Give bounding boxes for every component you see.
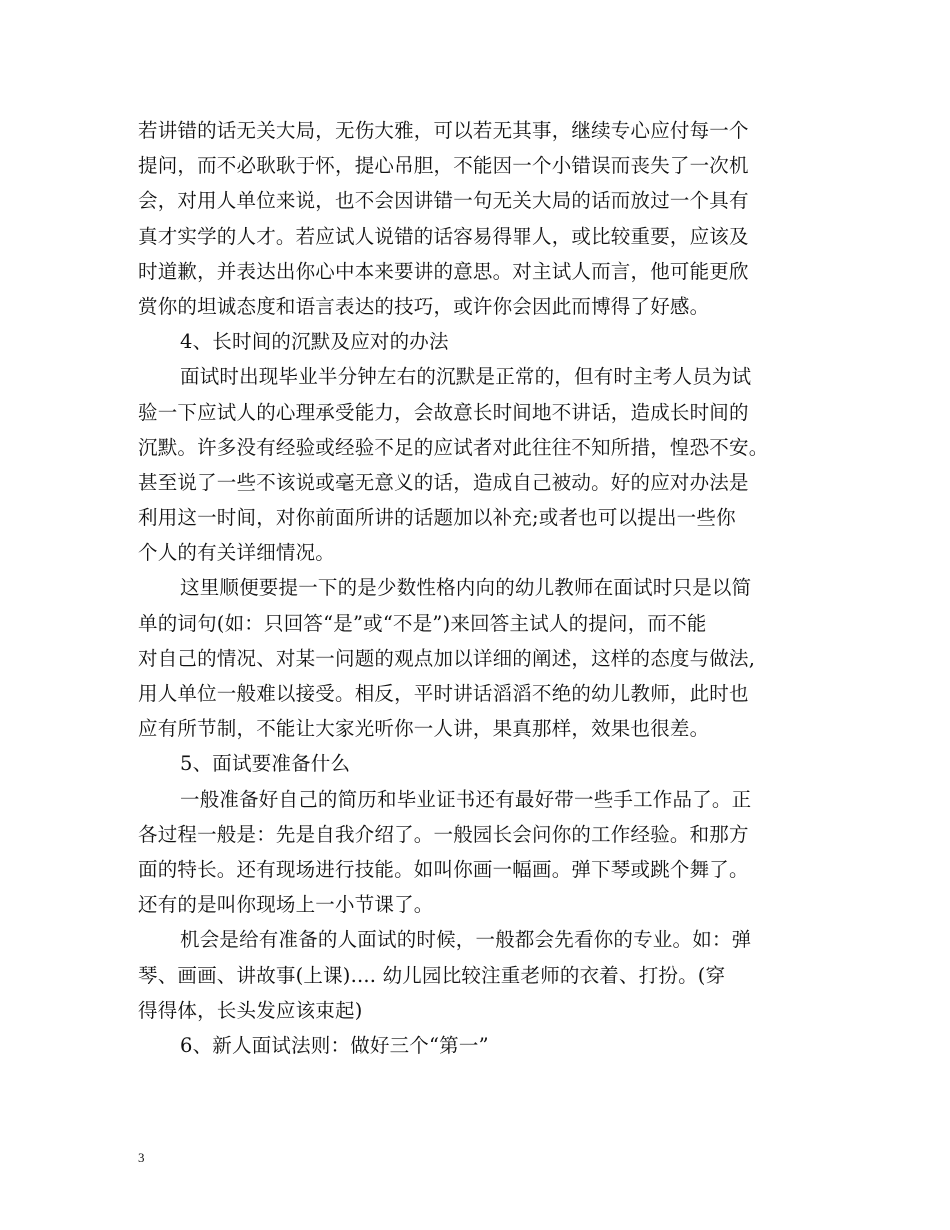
paragraph-line: 用人单位一般难以接受。相反，平时讲话滔滔不绝的幼儿教师，此时也 (138, 682, 749, 705)
paragraph-line: 各过程一般是：先是自我介绍了。一般园长会问你的工作经验。和那方 (138, 822, 749, 846)
paragraph-line-indented: 面试时出现毕业半分钟左右的沉默是正常的，但有时主考人员为试 (180, 365, 752, 389)
paragraph-line: 会，对用人单位来说，也不会因讲错一句无关大局的话而放过一个具有 (138, 189, 749, 213)
paragraph-line: 时道歉，并表达出你心中本来要讲的意思。对主试人而言，他可能更欣 (138, 259, 749, 283)
paragraph-line: 个人的有关详细情况。 (138, 541, 336, 565)
paragraph-line-indented: 一般准备好自己的简历和毕业证书还有最好带一些手工作品了。正 (180, 787, 752, 811)
paragraph-line-indented: 6、新人面试法则：做好三个“第一” (180, 1033, 489, 1057)
paragraph-line: 还有的是叫你现场上一小节课了。 (138, 893, 434, 917)
paragraph-line: 琴、画画、讲故事(上课).... 幼儿园比较注重老师的衣着、打扮。(穿 (138, 963, 726, 987)
paragraph-line-indented: 5、面试要准备什么 (180, 752, 351, 776)
paragraph-line: 得得体，长头发应该束起) (138, 998, 363, 1022)
paragraph-line: 对自己的情况、对某一问题的观点加以详细的阐述，这样的态度与做法, (138, 646, 756, 670)
paragraph-line-indented: 4、长时间的沉默及应对的办法 (180, 330, 449, 354)
paragraph-line: 若讲错的话无关大局，无伤大雅，可以若无其事，继续专心应付每一个 (138, 119, 749, 142)
paragraph-line: 提问，而不必耿耿于怀，提心吊胆，不能因一个小错误而丧失了一次机 (138, 154, 749, 178)
paragraph-line: 利用这一时间，对你前面所讲的话题加以补充;或者也可以提出一些你 (138, 506, 736, 530)
paragraph-line: 验一下应试人的心理承受能力，会故意长时间地不讲话，造成长时间的 (138, 400, 749, 424)
paragraph-line: 真才实学的人才。若应试人说错的话容易得罪人，或比较重要，应该及 (138, 224, 749, 248)
paragraph-line-indented: 机会是给有准备的人面试的时候，一般都会先看你的专业。如：弹 (180, 928, 752, 952)
page-number: 3 (138, 1150, 145, 1165)
paragraph-line: 甚至说了一些不该说或毫无意义的话，造成自己被动。好的应对办法是 (138, 470, 749, 494)
paragraph-line: 面的特长。还有现场进行技能。如叫你画一幅画。弹下琴或跳个舞了。 (138, 857, 749, 881)
paragraph-line: 赏你的坦诚态度和语言表达的技巧，或许你会因此而博得了好感。 (138, 294, 710, 318)
paragraph-line: 应有所节制，不能让大家光听你一人讲，果真那样，效果也很差。 (138, 717, 710, 741)
document-body (138, 113, 828, 1063)
paragraph-line: 单的词句(如：只回答“是”或“不是”)来回答主试人的提问，而不能 (138, 611, 707, 635)
paragraph-line: 沉默。许多没有经验或经验不足的应试者对此往往不知所措，惶恐不安。 (138, 435, 769, 459)
paragraph-line-indented: 这里顺便要提一下的是少数性格内向的幼儿教师在面试时只是以简 (180, 576, 752, 600)
